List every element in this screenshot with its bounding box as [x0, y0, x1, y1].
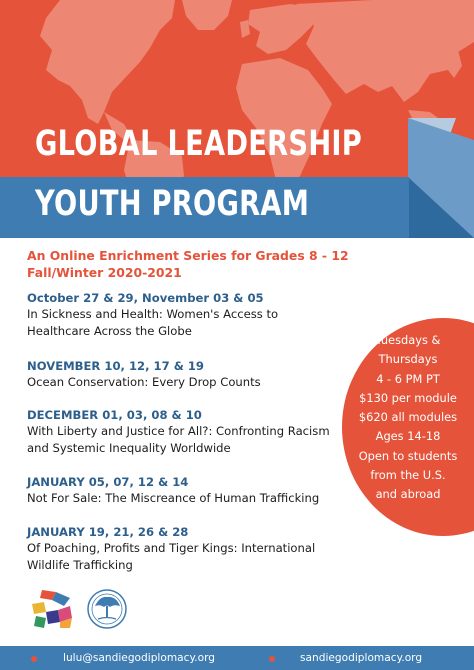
module-title-line: Not For Sale: The Miscreance of Human Trafficking	[27, 491, 320, 505]
info-line: $130 per module	[359, 390, 457, 405]
subtitle-term: Fall/Winter 2020-2021	[27, 265, 182, 280]
footer-bullet	[31, 656, 37, 662]
module-1	[27, 290, 278, 340]
info-line: Tuesdays &	[375, 333, 441, 347]
module-dates: NOVEMBER 10, 12, 17 & 19	[27, 359, 204, 373]
info-line: from the U.S.	[370, 468, 446, 483]
module-title-line: In Sickness and Health: Women's Access to	[27, 307, 279, 321]
footer-website[interactable]: sandiegodiplomacy.org	[300, 652, 423, 664]
module-title-line: Ocean Conservation: Every Drop Counts	[27, 375, 261, 389]
info-line: Ages 14-18	[375, 429, 441, 444]
info-line: $620 all modules	[358, 410, 458, 425]
module-4	[27, 474, 319, 507]
module-2	[27, 358, 261, 391]
info-line: 4 - 6 PM PT	[376, 371, 440, 386]
module-dates: DECEMBER 01, 03, 08 & 10	[27, 408, 202, 422]
sponsor-logos	[30, 588, 135, 630]
footer-bullet	[269, 656, 275, 662]
info-line: Open to students	[358, 448, 458, 463]
module-title-line: Healthcare Across the Globe	[27, 324, 192, 338]
module-dates: JANUARY 19, 21, 26 & 28	[27, 525, 189, 539]
module-title-line: and Systemic Inequality Worldwide	[27, 441, 231, 455]
module-title-line: With Liberty and Justice for All?: Confronting Racism	[27, 424, 330, 438]
program-title-line1: GLOBAL LEADERSHIP	[35, 124, 363, 164]
info-line: Thursdays	[378, 352, 438, 367]
program-title-line2: YOUTH PROGRAM	[35, 184, 310, 224]
module-3	[27, 407, 330, 457]
info-circle-text	[350, 331, 466, 505]
module-dates: October 27 & 29, November 03 & 05	[27, 291, 264, 305]
subtitle-series: An Online Enrichment Series for Grades 8 - 12	[27, 248, 349, 263]
module-title-line: Of Poaching, Profits and Tiger Kings: International	[27, 541, 316, 555]
subtitle	[27, 247, 349, 281]
star-logo-icon	[32, 590, 72, 628]
module-5	[27, 524, 315, 574]
module-dates: JANUARY 05, 07, 12 & 14	[27, 475, 189, 489]
tree-seal-icon	[88, 590, 126, 628]
footer-email[interactable]: lulu@sandiegodiplomacy.org	[63, 652, 215, 664]
module-title-line: Wildlife Trafficking	[27, 558, 133, 572]
info-line: and abroad	[375, 487, 441, 502]
